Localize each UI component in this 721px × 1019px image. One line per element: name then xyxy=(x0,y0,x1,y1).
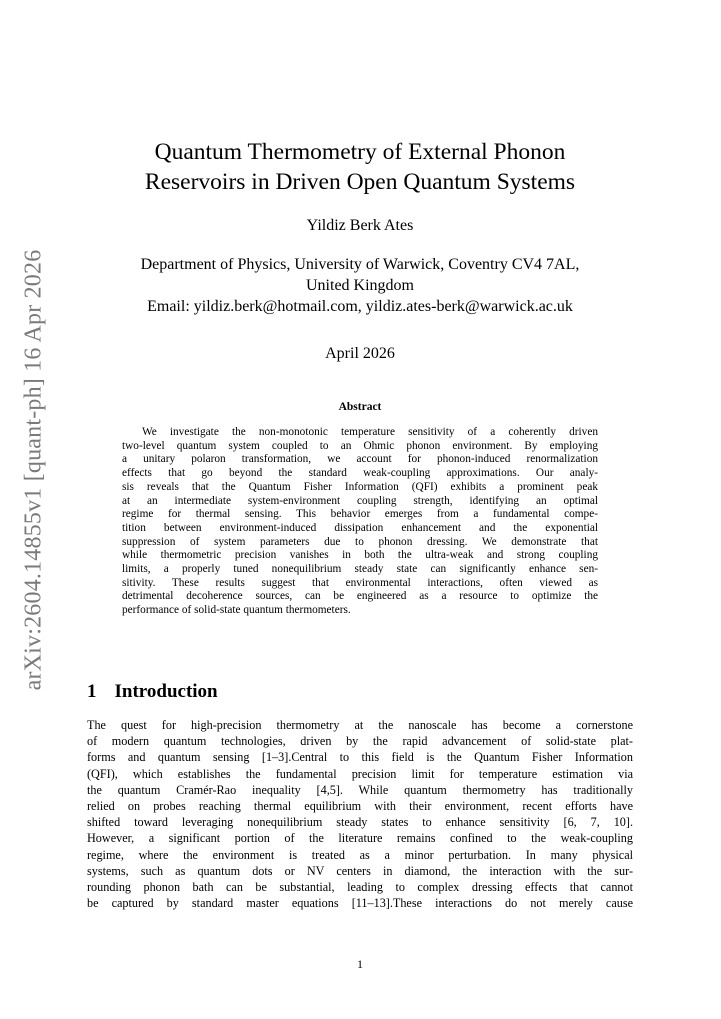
abstract-line: detrimental decoherence sources, can be engineered as a resource to optimize the xyxy=(122,590,598,603)
paper-date: April 2026 xyxy=(325,345,395,362)
body-line: The quest for high-precision thermometry at the nanoscale has become a cornerstone xyxy=(87,718,633,732)
abstract-line: regime for thermal sensing. This behavior emerges from a fundamental compe- xyxy=(122,508,598,521)
author-name: Yildiz Berk Ates xyxy=(306,217,414,234)
arxiv-identifier: arXiv:2604.14855v1 [quant-ph] 16 Apr 2026 xyxy=(20,249,47,691)
email-line: Email: yildiz.berk@hotmail.com, yildiz.ates-berk@warwick.ac.uk xyxy=(147,298,573,315)
body-line: be captured by standard master equations [11–13].These interactions do not merely cause xyxy=(87,896,633,911)
title-line: Reservoirs in Driven Open Quantum Systems xyxy=(144,169,576,195)
introduction-body xyxy=(87,717,633,911)
arxiv-sidebar xyxy=(14,249,54,691)
abstract-line: at an intermediate system-environment coupling strength, identifying an optimal xyxy=(122,494,598,507)
body-line: forms and quantum sensing [1–3].Central to this field is the Quantum Fisher Information xyxy=(87,750,633,765)
abstract-line: two-level quantum system coupled to an Ohmic phonon environment. By employing xyxy=(122,439,598,452)
title-line: Quantum Thermometry of External Phonon xyxy=(154,139,566,165)
section-title: Introduction xyxy=(114,681,218,702)
section-heading xyxy=(87,681,218,703)
body-line: of modern quantum technologies, driven by the rapid advancement of solid-state plat- xyxy=(87,734,633,749)
abstract-line: a unitary polaron transformation, we account for phonon-induced renormalization xyxy=(122,453,598,466)
abstract-line: performance of solid-state quantum thermometers. xyxy=(122,604,351,617)
abstract-line: limits, a properly tuned nonequilibrium steady state can significantly enhance sen- xyxy=(122,563,598,576)
body-line: systems, such as quantum dots or NV centers in diamond, the interaction with the sur- xyxy=(87,863,633,878)
abstract-line: effects that go beyond the standard weak-coupling approximations. Our analy- xyxy=(122,467,598,480)
page-number: 1 xyxy=(357,957,363,971)
body-line: shifted toward leveraging nonequilibrium steady states to enhance sensitivity [6, 7, 10]. xyxy=(87,815,633,830)
abstract-line: We investigate the non-monotonic temperature sensitivity of a coherently driven xyxy=(142,426,598,438)
abstract-line: sis reveals that the Quantum Fisher Information (QFI) exhibits a prominent peak xyxy=(122,480,598,493)
body-line: (QFI), which establishes the fundamental precision limit for temperature estimation via xyxy=(87,766,633,781)
body-line: relied on probes reaching thermal equilibrium with their environment, recent efforts have xyxy=(87,799,633,814)
body-line: However, a significant portion of the literature remains confined to the weak-coupling xyxy=(87,831,633,846)
affiliation-line: United Kingdom xyxy=(306,277,414,294)
affiliation-line: Department of Physics, University of Warwick, Coventry CV4 7AL, xyxy=(140,256,580,273)
abstract-line: sitivity. These results suggest that environmental interactions, often viewed as xyxy=(122,576,598,589)
affiliation xyxy=(95,254,625,317)
abstract-line: tition between environment-induced dissipation enhancement and the exponential xyxy=(122,521,598,534)
abstract-line: while thermometric precision vanishes in both the ultra-weak and strong coupling xyxy=(122,549,598,562)
body-line: the quantum Cramér-Rao inequality [4,5]. While quantum thermometry has traditionally xyxy=(87,782,633,797)
abstract-body xyxy=(122,426,598,618)
section-number: 1 xyxy=(87,681,97,702)
body-line: rounding phonon bath can be substantial, leading to complex dressing effects that cannot xyxy=(87,880,633,895)
paper-title xyxy=(110,137,610,197)
abstract-heading: Abstract xyxy=(338,401,382,413)
abstract-line: suppression of system parameters due to phonon dressing. We demonstrate that xyxy=(122,535,598,548)
body-line: regime, where the environment is treated as a minor perturbation. In many physical xyxy=(87,847,633,862)
